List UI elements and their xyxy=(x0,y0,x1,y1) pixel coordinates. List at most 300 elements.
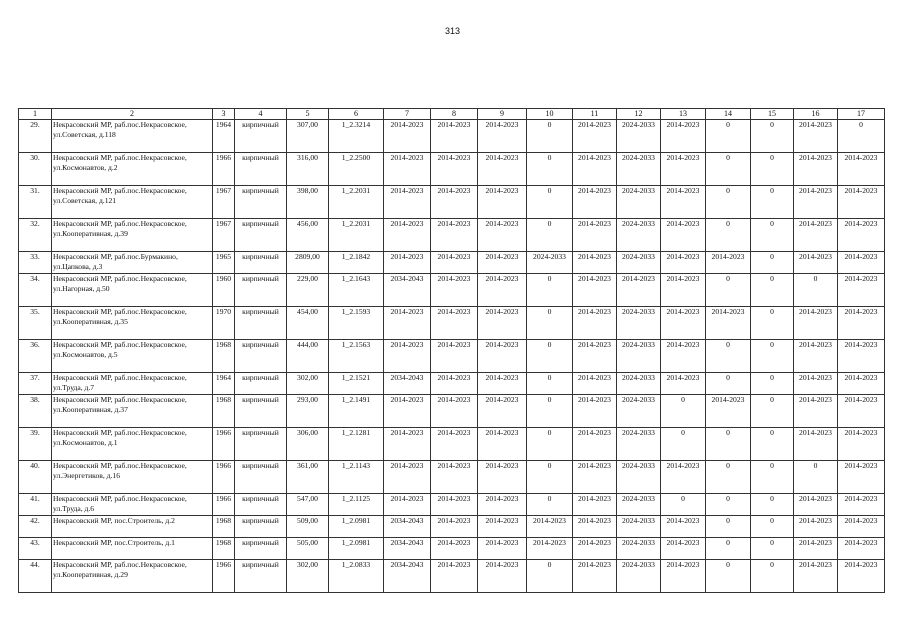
page-number: 313 xyxy=(444,26,461,36)
table-cell: 0 xyxy=(706,494,751,516)
table-cell: 0 xyxy=(706,560,751,593)
table-cell: 2014-2023 xyxy=(794,395,838,428)
table-cell: 1964 xyxy=(213,120,235,153)
table-cell: 2024-2033 xyxy=(617,307,661,340)
table-cell: 2014-2023 xyxy=(478,186,527,219)
column-number: 2 xyxy=(52,109,213,120)
table-cell: 2014-2023 xyxy=(384,395,431,428)
table-cell: 0 xyxy=(706,461,751,494)
table-cell: 316,00 xyxy=(287,153,329,186)
table-cell: 2014-2023 xyxy=(431,538,478,560)
table-cell: 2014-2023 xyxy=(384,340,431,373)
column-number: 7 xyxy=(384,109,431,120)
table-cell: 1966 xyxy=(213,461,235,494)
table-cell: кирпичный xyxy=(235,373,287,395)
table-cell: 1_2.3214 xyxy=(329,120,384,153)
table-cell: 2014-2023 xyxy=(573,120,617,153)
table-cell: 1968 xyxy=(213,516,235,538)
table-cell: 2034-2043 xyxy=(384,373,431,395)
table-row xyxy=(19,307,885,340)
table-cell: 0 xyxy=(751,307,794,340)
table-cell: 2024-2033 xyxy=(617,252,661,274)
column-number: 15 xyxy=(751,109,794,120)
table-cell: 1_2.2031 xyxy=(329,186,384,219)
table-cell: 1968 xyxy=(213,340,235,373)
table-cell: 2014-2023 xyxy=(573,252,617,274)
table-cell: 2014-2023 xyxy=(838,516,885,538)
table-cell: 0 xyxy=(527,428,573,461)
table-cell: кирпичный xyxy=(235,252,287,274)
table-cell: 0 xyxy=(527,274,573,307)
table-cell: 1_2.1593 xyxy=(329,307,384,340)
table-cell: 2014-2023 xyxy=(838,219,885,252)
table-cell: 2014-2023 xyxy=(794,428,838,461)
table-row xyxy=(19,516,885,538)
table-cell: 505,00 xyxy=(287,538,329,560)
table-cell: 1_2.1491 xyxy=(329,395,384,428)
table-cell: 2014-2023 xyxy=(384,120,431,153)
table-cell: 2014-2023 xyxy=(794,252,838,274)
table-cell: 2014-2023 xyxy=(794,340,838,373)
table-cell: 2014-2023 xyxy=(838,186,885,219)
table-cell: 1966 xyxy=(213,560,235,593)
table-cell: 2024-2033 xyxy=(617,219,661,252)
table-cell: 0 xyxy=(751,494,794,516)
table-cell: 2014-2023 xyxy=(478,274,527,307)
table-cell: кирпичный xyxy=(235,274,287,307)
column-number: 5 xyxy=(287,109,329,120)
table-cell: 456,00 xyxy=(287,219,329,252)
table-cell: 2014-2023 xyxy=(478,494,527,516)
table-cell: 2014-2023 xyxy=(794,538,838,560)
table-cell: 2014-2023 xyxy=(431,153,478,186)
table-cell: 2014-2023 xyxy=(478,373,527,395)
table-cell: 2014-2023 xyxy=(661,186,706,219)
table-cell: 40. xyxy=(19,461,52,494)
table-cell: 2024-2033 xyxy=(617,428,661,461)
table-cell: 0 xyxy=(751,120,794,153)
table-row xyxy=(19,153,885,186)
table-row xyxy=(19,538,885,560)
table-row xyxy=(19,395,885,428)
column-number: 17 xyxy=(838,109,885,120)
address-cell: Некрасовский МР, раб.пос.Некрасовское, ул.Кооперативная, д.37 xyxy=(52,395,213,428)
table-cell: 2014-2023 xyxy=(478,307,527,340)
table-cell: 2034-2043 xyxy=(384,560,431,593)
table-cell: 2014-2023 xyxy=(478,395,527,428)
table-cell: 37. xyxy=(19,373,52,395)
table-cell: 0 xyxy=(751,560,794,593)
table-cell: 2014-2023 xyxy=(794,373,838,395)
column-number: 1 xyxy=(19,109,52,120)
table-cell: 1_2.2500 xyxy=(329,153,384,186)
table-cell: 0 xyxy=(706,219,751,252)
table-cell: 302,00 xyxy=(287,560,329,593)
table-cell: кирпичный xyxy=(235,219,287,252)
table-cell: 2014-2023 xyxy=(661,538,706,560)
address-cell: Некрасовский МР, пос.Строитель, д.2 xyxy=(52,516,213,538)
table-cell: 2014-2023 xyxy=(431,428,478,461)
column-number-row xyxy=(19,109,885,120)
table-cell: 2014-2023 xyxy=(573,494,617,516)
table-cell: 0 xyxy=(527,373,573,395)
table-cell: 2014-2023 xyxy=(478,252,527,274)
table-cell: 0 xyxy=(527,461,573,494)
table-cell: 2014-2023 xyxy=(838,373,885,395)
table-cell: 0 xyxy=(527,494,573,516)
table-cell: 2014-2023 xyxy=(661,560,706,593)
table-cell: 1_2.1563 xyxy=(329,340,384,373)
table-cell: 0 xyxy=(661,395,706,428)
table-cell: 2014-2023 xyxy=(573,395,617,428)
table-cell: 1960 xyxy=(213,274,235,307)
table-cell: 0 xyxy=(527,307,573,340)
table-cell: 2014-2023 xyxy=(794,186,838,219)
table-cell: 2024-2033 xyxy=(617,340,661,373)
table-cell: 2014-2023 xyxy=(794,219,838,252)
table-cell: 1_2.1521 xyxy=(329,373,384,395)
table-cell: кирпичный xyxy=(235,461,287,494)
table-cell: 2014-2023 xyxy=(573,274,617,307)
table-cell: кирпичный xyxy=(235,395,287,428)
table-cell: 2014-2023 xyxy=(431,560,478,593)
address-cell: Некрасовский МР, раб.пос.Некрасовское, ул.Энергетиков, д.16 xyxy=(52,461,213,494)
table-cell: 0 xyxy=(527,186,573,219)
table-cell: 2014-2023 xyxy=(838,340,885,373)
table-cell: 0 xyxy=(751,186,794,219)
table-row xyxy=(19,120,885,153)
table-cell: 398,00 xyxy=(287,186,329,219)
table-cell: 2014-2023 xyxy=(478,340,527,373)
table-cell: 0 xyxy=(751,274,794,307)
table-cell: 2014-2023 xyxy=(838,395,885,428)
address-cell: Некрасовский МР, раб.пос.Некрасовское, ул.Космонавтов, д.1 xyxy=(52,428,213,461)
table-cell: 547,00 xyxy=(287,494,329,516)
table-row xyxy=(19,252,885,274)
table-cell: 2024-2033 xyxy=(617,120,661,153)
table-cell: 2014-2023 xyxy=(661,120,706,153)
table-cell: 307,00 xyxy=(287,120,329,153)
table-cell: 0 xyxy=(527,395,573,428)
table-cell: 2014-2023 xyxy=(661,373,706,395)
table-cell: 2014-2023 xyxy=(384,219,431,252)
table-cell: 2014-2023 xyxy=(838,538,885,560)
table-row xyxy=(19,274,885,307)
table-cell: 2014-2023 xyxy=(661,307,706,340)
table-cell: 0 xyxy=(706,120,751,153)
table-cell: 0 xyxy=(527,340,573,373)
table-row xyxy=(19,560,885,593)
table-cell: 2014-2023 xyxy=(431,395,478,428)
table-row xyxy=(19,186,885,219)
table-cell: 0 xyxy=(794,461,838,494)
table-cell: 0 xyxy=(751,219,794,252)
table-cell: кирпичный xyxy=(235,120,287,153)
table-cell: 2014-2023 xyxy=(384,428,431,461)
table-cell: 2014-2023 xyxy=(661,252,706,274)
table-cell: 2024-2033 xyxy=(617,516,661,538)
table-cell: 2014-2023 xyxy=(838,494,885,516)
table-cell: 302,00 xyxy=(287,373,329,395)
column-number: 9 xyxy=(478,109,527,120)
table-cell: 2014-2023 xyxy=(706,395,751,428)
table-cell: 0 xyxy=(751,252,794,274)
column-number: 4 xyxy=(235,109,287,120)
table-cell: 0 xyxy=(527,219,573,252)
table-cell: 2014-2023 xyxy=(384,307,431,340)
table-cell: 1_2.0981 xyxy=(329,516,384,538)
table-cell: 2014-2023 xyxy=(573,538,617,560)
table-cell: 0 xyxy=(706,428,751,461)
table-row xyxy=(19,461,885,494)
address-cell: Некрасовский МР, раб.пос.Бурмакино, ул.Цапкова, д.3 xyxy=(52,252,213,274)
table-cell: 2014-2023 xyxy=(478,538,527,560)
table-cell: 0 xyxy=(794,274,838,307)
column-number: 12 xyxy=(617,109,661,120)
table-cell: 2014-2023 xyxy=(661,153,706,186)
table-cell: кирпичный xyxy=(235,428,287,461)
table-cell: 41. xyxy=(19,494,52,516)
table-cell: 2014-2023 xyxy=(384,494,431,516)
table-cell: 35. xyxy=(19,307,52,340)
table-cell: 2014-2023 xyxy=(573,560,617,593)
table-cell: 2014-2023 xyxy=(573,307,617,340)
table-cell: 2014-2023 xyxy=(478,219,527,252)
table-cell: 2014-2023 xyxy=(661,516,706,538)
address-cell: Некрасовский МР, раб.пос.Некрасовское, ул.Советская, д.118 xyxy=(52,120,213,153)
table-cell: 2014-2023 xyxy=(573,153,617,186)
address-cell: Некрасовский МР, раб.пос.Некрасовское, ул.Кооперативная, д.39 xyxy=(52,219,213,252)
table-cell: 2014-2023 xyxy=(794,307,838,340)
table-cell: 2034-2043 xyxy=(384,538,431,560)
table-cell: 361,00 xyxy=(287,461,329,494)
table-cell: 2014-2023 xyxy=(838,461,885,494)
table-cell: 0 xyxy=(661,494,706,516)
table-cell: 2014-2023 xyxy=(431,120,478,153)
table-cell: 1966 xyxy=(213,153,235,186)
table-cell: 2014-2023 xyxy=(838,274,885,307)
table-cell: 1970 xyxy=(213,307,235,340)
table-cell: 2014-2023 xyxy=(527,516,573,538)
column-number: 16 xyxy=(794,109,838,120)
table-cell: 1967 xyxy=(213,219,235,252)
column-number: 10 xyxy=(527,109,573,120)
table-cell: 2014-2023 xyxy=(794,494,838,516)
table-cell: 0 xyxy=(751,373,794,395)
table-cell: 2024-2033 xyxy=(527,252,573,274)
table-cell: 2014-2023 xyxy=(573,219,617,252)
table-cell: 0 xyxy=(527,120,573,153)
table-cell: 2014-2023 xyxy=(838,252,885,274)
table-cell: 2034-2043 xyxy=(384,516,431,538)
table-cell: 2809,00 xyxy=(287,252,329,274)
column-number: 13 xyxy=(661,109,706,120)
table-cell: 2014-2023 xyxy=(527,538,573,560)
column-number: 6 xyxy=(329,109,384,120)
table-cell: 0 xyxy=(751,428,794,461)
table-cell: 29. xyxy=(19,120,52,153)
address-cell: Некрасовский МР, раб.пос.Некрасовское, ул.Советская, д.121 xyxy=(52,186,213,219)
table-cell: 2024-2033 xyxy=(617,186,661,219)
table-cell: 1_2.1281 xyxy=(329,428,384,461)
table-cell: 0 xyxy=(751,516,794,538)
table-cell: 454,00 xyxy=(287,307,329,340)
table-cell: 2014-2023 xyxy=(838,428,885,461)
table-cell: 2014-2023 xyxy=(794,120,838,153)
table-cell: 0 xyxy=(751,395,794,428)
table-cell: 1966 xyxy=(213,494,235,516)
buildings-table xyxy=(18,108,885,593)
table-cell: 1968 xyxy=(213,395,235,428)
table-cell: кирпичный xyxy=(235,307,287,340)
table-cell: 444,00 xyxy=(287,340,329,373)
table-cell: 0 xyxy=(527,560,573,593)
table-cell: 0 xyxy=(706,274,751,307)
address-cell: Некрасовский МР, раб.пос.Некрасовское, ул.Труда, д.6 xyxy=(52,494,213,516)
table-cell: 2014-2023 xyxy=(478,153,527,186)
table-cell: 2014-2023 xyxy=(431,516,478,538)
table-cell: кирпичный xyxy=(235,340,287,373)
table-row xyxy=(19,373,885,395)
table-cell: кирпичный xyxy=(235,153,287,186)
address-cell: Некрасовский МР, раб.пос.Некрасовское, ул.Космонавтов, д.5 xyxy=(52,340,213,373)
table-cell: 2014-2023 xyxy=(661,274,706,307)
table-cell: 2014-2023 xyxy=(384,153,431,186)
table-cell: 0 xyxy=(661,428,706,461)
table-cell: 31. xyxy=(19,186,52,219)
table-cell: 2014-2023 xyxy=(838,307,885,340)
table-cell: 509,00 xyxy=(287,516,329,538)
table-cell: 2014-2023 xyxy=(431,461,478,494)
table-cell: 0 xyxy=(751,461,794,494)
table-cell: 0 xyxy=(706,538,751,560)
table-cell: 2014-2023 xyxy=(661,219,706,252)
table-cell: 0 xyxy=(706,373,751,395)
table-cell: 2014-2023 xyxy=(431,494,478,516)
table-cell: 33. xyxy=(19,252,52,274)
table-cell: 2014-2023 xyxy=(573,428,617,461)
table-cell: 2014-2023 xyxy=(431,373,478,395)
table-cell: 1_2.0981 xyxy=(329,538,384,560)
address-cell: Некрасовский МР, раб.пос.Некрасовское, ул.Нагорная, д.50 xyxy=(52,274,213,307)
table-cell: 2014-2023 xyxy=(794,560,838,593)
column-number: 3 xyxy=(213,109,235,120)
table-cell: 2014-2023 xyxy=(661,340,706,373)
table-cell: кирпичный xyxy=(235,538,287,560)
table-cell: 39. xyxy=(19,428,52,461)
table-cell: 229,00 xyxy=(287,274,329,307)
table-cell: 2024-2033 xyxy=(617,538,661,560)
table-cell: 2014-2023 xyxy=(431,186,478,219)
table-cell: 2024-2033 xyxy=(617,373,661,395)
table-cell: 2034-2043 xyxy=(384,274,431,307)
table-cell: 0 xyxy=(706,340,751,373)
table-cell: 2014-2023 xyxy=(573,461,617,494)
table-cell: 2014-2023 xyxy=(384,186,431,219)
table-cell: 2024-2033 xyxy=(617,560,661,593)
address-cell: Некрасовский МР, раб.пос.Некрасовское, ул.Труда, д.7 xyxy=(52,373,213,395)
address-cell: Некрасовский МР, раб.пос.Некрасовское, ул.Кооперативная, д.29 xyxy=(52,560,213,593)
table-cell: 30. xyxy=(19,153,52,186)
table-cell: 1_2.1143 xyxy=(329,461,384,494)
column-number: 8 xyxy=(431,109,478,120)
table-cell: 2014-2023 xyxy=(384,461,431,494)
table-cell: 2014-2023 xyxy=(573,340,617,373)
table-row xyxy=(19,219,885,252)
table-cell: 0 xyxy=(838,120,885,153)
table-row xyxy=(19,428,885,461)
table-cell: 2014-2023 xyxy=(478,428,527,461)
table-cell: 36. xyxy=(19,340,52,373)
table-cell: 1_2.1842 xyxy=(329,252,384,274)
table-row xyxy=(19,494,885,516)
table-cell: 2014-2023 xyxy=(838,153,885,186)
table-cell: 2014-2023 xyxy=(573,516,617,538)
table-cell: 43. xyxy=(19,538,52,560)
table-cell: 2014-2023 xyxy=(706,252,751,274)
table-cell: 1965 xyxy=(213,252,235,274)
table-cell: 32. xyxy=(19,219,52,252)
table-cell: 0 xyxy=(751,153,794,186)
table-cell: кирпичный xyxy=(235,516,287,538)
table-cell: 1968 xyxy=(213,538,235,560)
table-cell: 1967 xyxy=(213,186,235,219)
table-cell: 0 xyxy=(527,153,573,186)
table-cell: 34. xyxy=(19,274,52,307)
table-cell: 0 xyxy=(706,153,751,186)
table-cell: 2014-2023 xyxy=(384,252,431,274)
table-cell: кирпичный xyxy=(235,494,287,516)
table-cell: 2014-2023 xyxy=(431,274,478,307)
table-cell: 293,00 xyxy=(287,395,329,428)
table-cell: 2014-2023 xyxy=(478,461,527,494)
column-number: 14 xyxy=(706,109,751,120)
table-cell: 2014-2023 xyxy=(431,252,478,274)
table-cell: 306,00 xyxy=(287,428,329,461)
table-cell: 1964 xyxy=(213,373,235,395)
table-cell: 2014-2023 xyxy=(573,373,617,395)
table-cell: 38. xyxy=(19,395,52,428)
table-cell: 1_2.0833 xyxy=(329,560,384,593)
address-cell: Некрасовский МР, раб.пос.Некрасовское, ул.Космонавтов, д.2 xyxy=(52,153,213,186)
table-cell: 2014-2023 xyxy=(617,274,661,307)
table-cell: 2024-2033 xyxy=(617,153,661,186)
table-cell: 2024-2033 xyxy=(617,461,661,494)
table-cell: 1_2.1125 xyxy=(329,494,384,516)
table-cell: 2024-2033 xyxy=(617,494,661,516)
table-cell: 0 xyxy=(751,340,794,373)
table-cell: 2014-2023 xyxy=(431,219,478,252)
table-cell: 2014-2023 xyxy=(794,153,838,186)
table-row xyxy=(19,340,885,373)
address-cell: Некрасовский МР, раб.пос.Некрасовское, ул.Кооперативная, д.35 xyxy=(52,307,213,340)
table-cell: 2014-2023 xyxy=(661,461,706,494)
table-cell: 1_2.2031 xyxy=(329,219,384,252)
table-cell: 1966 xyxy=(213,428,235,461)
table-cell: 44. xyxy=(19,560,52,593)
table-cell: 1_2.1643 xyxy=(329,274,384,307)
table-cell: 2014-2023 xyxy=(706,307,751,340)
table-cell: 42. xyxy=(19,516,52,538)
table-cell: 2014-2023 xyxy=(431,340,478,373)
table-cell: кирпичный xyxy=(235,560,287,593)
table-cell: 0 xyxy=(751,538,794,560)
column-number: 11 xyxy=(573,109,617,120)
table-cell: кирпичный xyxy=(235,186,287,219)
table-cell: 2014-2023 xyxy=(794,516,838,538)
table-cell: 2014-2023 xyxy=(478,516,527,538)
address-cell: Некрасовский МР, пос.Строитель, д.1 xyxy=(52,538,213,560)
